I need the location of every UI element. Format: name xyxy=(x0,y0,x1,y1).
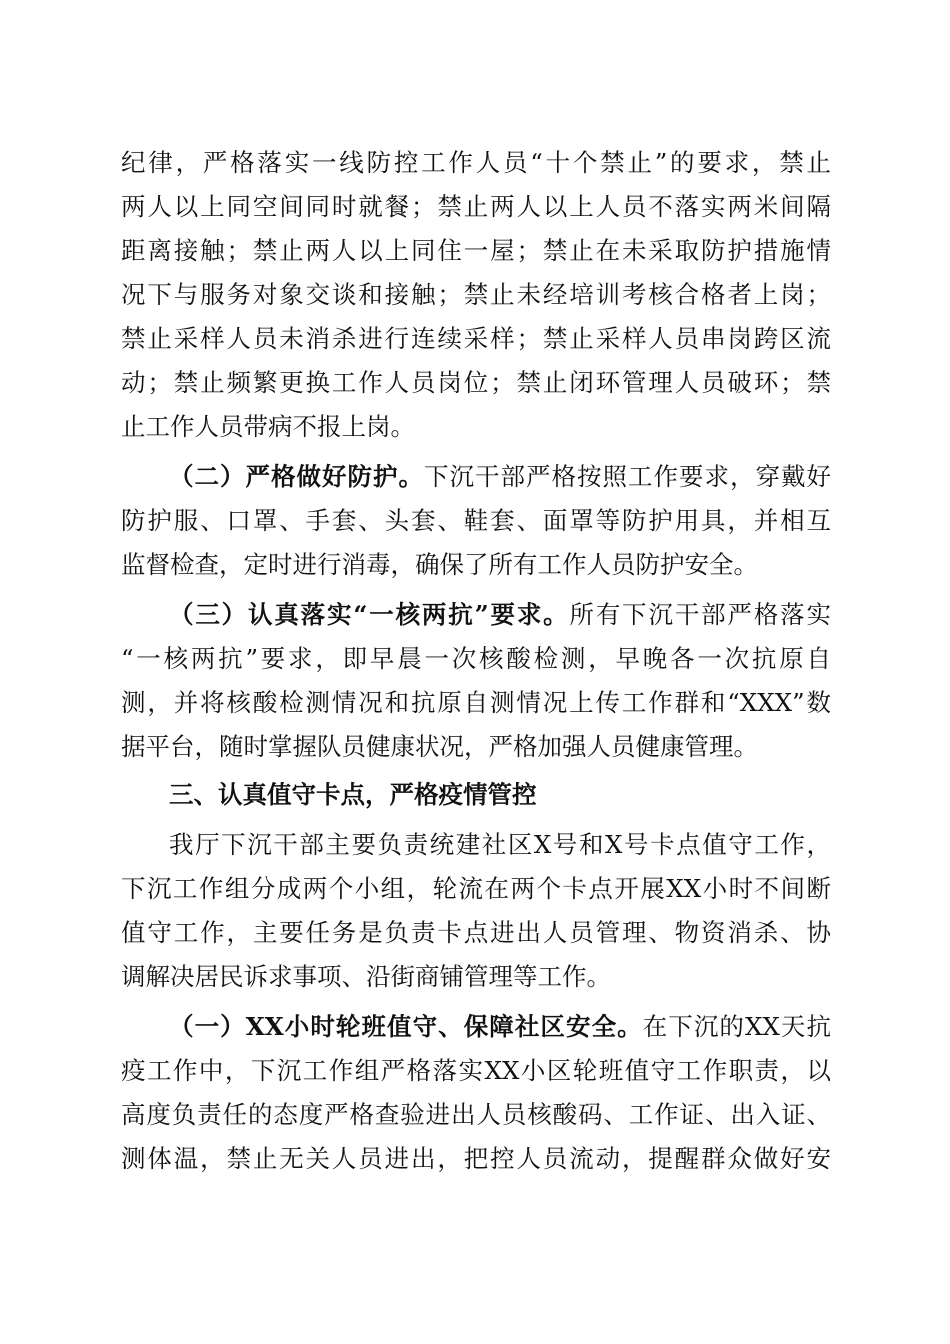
paragraph-2-bold-lead: （二）严格做好防护。 xyxy=(169,462,424,491)
section-heading-3: 三、认真值守卡点，严格疫情管控 xyxy=(169,780,537,809)
paragraph-3-line-2: “一核两抗”要求，即早晨一次核酸检测，早晚各一次抗原自 xyxy=(121,644,831,673)
paragraph-4-line-2: 下沉工作组分成两个小组，轮流在两个卡点开展XX小时不间断 xyxy=(121,874,831,903)
paragraph-5-line-1 xyxy=(169,1005,831,1049)
paragraph-4-line-4: 调解决居民诉求事项、沿街商铺管理等工作。 xyxy=(121,962,611,991)
paragraph-4-line-3: 值守工作，主要任务是负责卡点进出人员管理、物资消杀、协 xyxy=(121,918,831,947)
paragraph-1-line-5: 禁止采样人员未消杀进行连续采样；禁止采样人员串岗跨区流 xyxy=(121,324,831,353)
paragraph-2-line-1-text: 下沉干部严格按照工作要求，穿戴好 xyxy=(424,462,831,491)
paragraph-3-line-4: 据平台，随时掌握队员健康状况，严格加强人员健康管理。 xyxy=(121,732,758,761)
paragraph-2-line-3: 监督检查，定时进行消毒，确保了所有工作人员防护安全。 xyxy=(121,550,758,579)
paragraph-5-line-1-text: 在下沉的XX天抗 xyxy=(642,1012,831,1041)
paragraph-5-line-4: 测体温，禁止无关人员进出，把控人员流动，提醒群众做好安 xyxy=(121,1144,831,1173)
paragraph-5-bold-lead: （一）XX小时轮班值守、保障社区安全。 xyxy=(169,1012,643,1041)
paragraph-3-line-1-text: 所有下沉干部严格落实 xyxy=(569,600,832,629)
paragraph-1-line-3: 距离接触；禁止两人以上同住一屋；禁止在未采取防护措施情 xyxy=(121,236,831,265)
paragraph-2-line-2: 防护服、口罩、手套、头套、鞋套、面罩等防护用具，并相互 xyxy=(121,506,831,535)
paragraph-1-line-7: 止工作人员带病不报上岗。 xyxy=(121,412,415,441)
paragraph-1-line-6: 动；禁止频繁更换工作人员岗位；禁止闭环管理人员破环；禁 xyxy=(121,368,831,397)
paragraph-2-line-1 xyxy=(169,455,831,499)
paragraph-3-line-3: 测，并将核酸检测情况和抗原自测情况上传工作群和“XXX”数 xyxy=(121,688,831,717)
paragraph-5-line-2: 疫工作中，下沉工作组严格落实XX小区轮班值守工作职责，以 xyxy=(121,1056,831,1085)
paragraph-5-line-3: 高度负责任的态度严格查验进出人员核酸码、工作证、出入证、 xyxy=(121,1100,831,1129)
paragraph-4-line-1: 我厅下沉干部主要负责统建社区X号和X号卡点值守工作， xyxy=(169,830,831,859)
paragraph-1-line-2: 两人以上同空间同时就餐；禁止两人以上人员不落实两米间隔 xyxy=(121,192,831,221)
paragraph-1-line-4: 况下与服务对象交谈和接触；禁止未经培训考核合格者上岗； xyxy=(121,280,831,309)
paragraph-1-line-1: 纪律，严格落实一线防控工作人员“十个禁止”的要求，禁止 xyxy=(121,148,831,177)
paragraph-3-line-1 xyxy=(169,593,831,637)
paragraph-3-bold-lead: （三）认真落实“一核两抗”要求。 xyxy=(169,600,570,629)
